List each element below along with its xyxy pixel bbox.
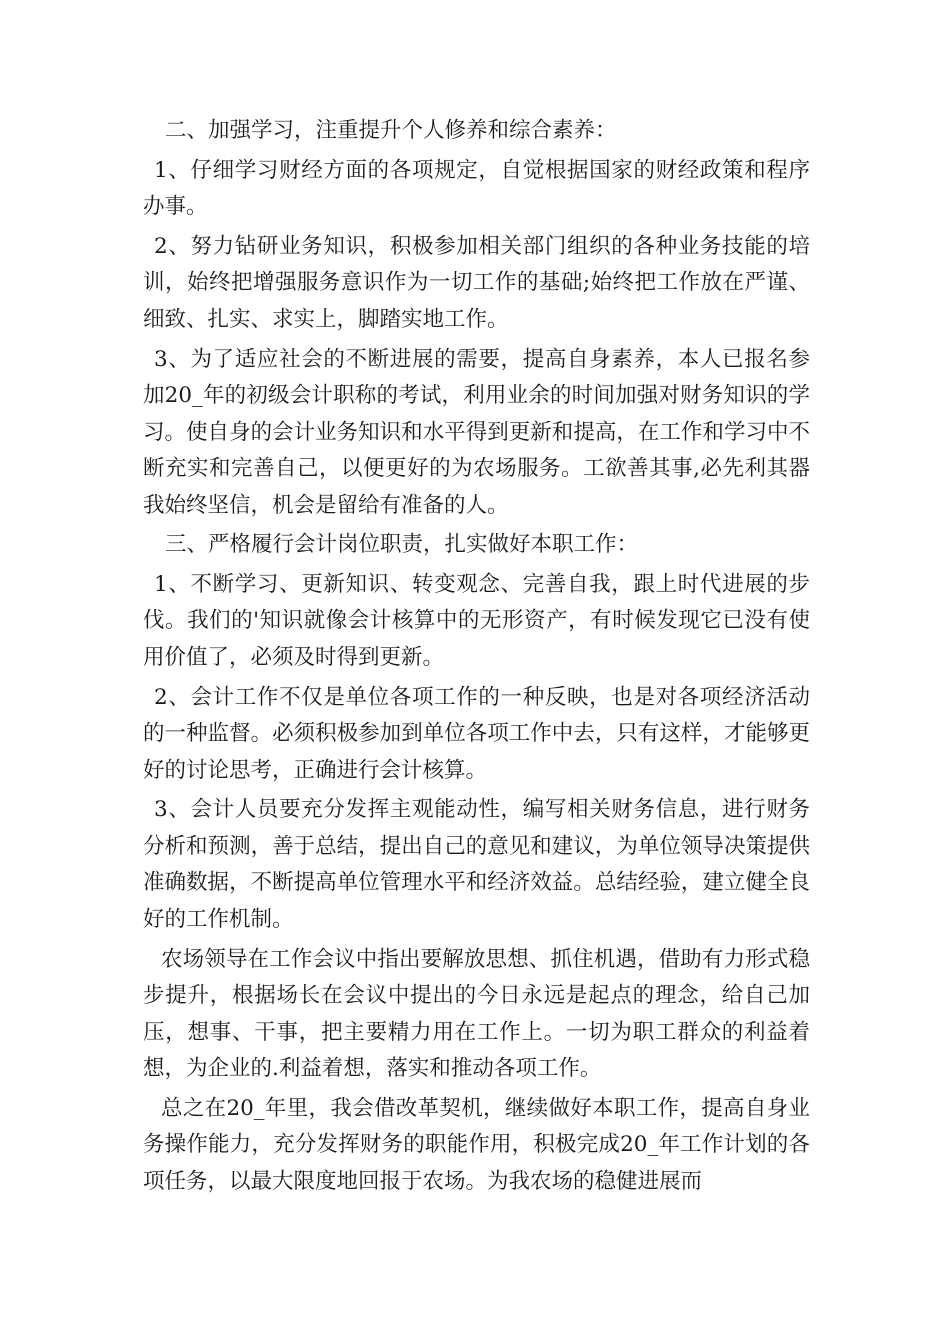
paragraph-3-1: 1、不断学习、更新知识、转变观念、完善自我，跟上时代进展的步伐。我们的'知识就像会计核算中的无形资产，有时候发现它已没有使用价值了，必须及时得到更新。 — [143, 571, 810, 670]
paragraph-farm-leadership: 农场领导在工作会议中指出要解放思想、抓住机遇，借助有力形式稳步提升，根据场长在会议中提出的今日永远是起点的理念，给自己加压，想事、干事，把主要精力用在工作上。一切为职工群众的利益着想，为企业的.利益着想，落实和推动各项工作。 — [143, 946, 810, 1081]
paragraph-conclusion: 总之在20_年里，我会借改革契机，继续做好本职工作，提高自身业务操作能力，充分发挥财务的职能作用，积极完成20_年工作计划的各项任务，以最大限度地回报于农场。为我农场的稳健进展而 — [143, 1095, 810, 1194]
section-heading-3: 三、严格履行会计岗位职责，扎实做好本职工作： — [165, 532, 639, 558]
paragraph-2-3: 3、为了适应社会的不断进展的需要，提高自身素养，本人已报名参加20_年的初级会计职称的考试，利用业余的时间加强对财务知识的学习。使自身的会计业务知识和水平得到更新和提高，在工作和学习中不断充实和完善自己，以便更好的为农场服务。工欲善其事,必先利其器我始终坚信，机会是留给有准备的人。 — [143, 346, 810, 518]
section-heading-2: 二、加强学习，注重提升个人修养和综合素养： — [165, 118, 617, 143]
paragraph-3-3: 3、会计人员要充分发挥主观能动性，编写相关财务信息，进行财务分析和预测，善于总结，提出自己的意见和建议，为单位领导决策提供准确数据，不断提高单位管理水平和经济效益。总结经验，建立健全良好的工作机制。 — [143, 797, 810, 932]
document-body — [143, 113, 810, 1203]
paragraph-2-1: 1、仔细学习财经方面的各项规定，自觉根据国家的财经政策和程序办事。 — [143, 157, 810, 220]
paragraph-2-2: 2、努力钻研业务知识，积极参加相关部门组织的各种业务技能的培训，始终把增强服务意识作为一切工作的基础;始终把工作放在严谨、细致、扎实、求实上，脚踏实地工作。 — [143, 233, 810, 332]
paragraph-3-2: 2、会计工作不仅是单位各项工作的一种反映，也是对各项经济活动的一种监督。必须积极参加到单位各项工作中去，只有这样，才能够更好的讨论思考，正确进行会计核算。 — [143, 684, 810, 783]
